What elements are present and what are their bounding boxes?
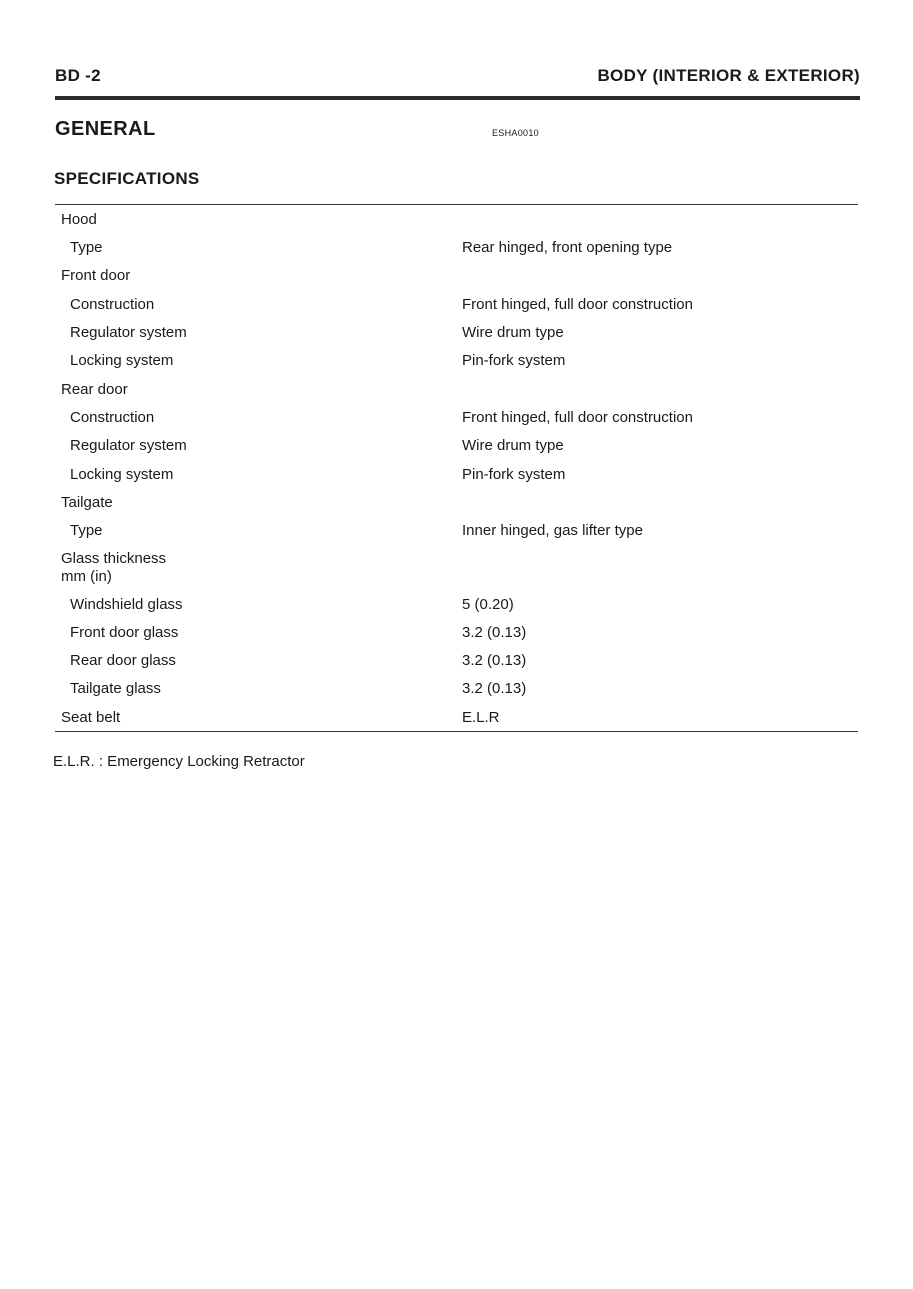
header-rule [55, 96, 860, 100]
spec-value: Rear hinged, front opening type [462, 239, 673, 256]
spec-label: Front door [61, 267, 131, 284]
spec-label: Type [70, 239, 103, 256]
spec-value: 3.2 (0.13) [462, 680, 527, 697]
spec-value: 3.2 (0.13) [462, 652, 527, 669]
spec-value: Wire drum type [462, 324, 564, 341]
spec-label: Windshield glass [70, 596, 183, 613]
spec-label: Regulator system [70, 437, 187, 454]
spec-label: Rear door glass [70, 652, 176, 669]
spec-value: Wire drum type [462, 437, 564, 454]
spec-value: Inner hinged, gas lifter type [462, 522, 643, 539]
spec-label: Rear door [61, 381, 128, 398]
spec-value: E.L.R [462, 709, 500, 726]
spec-label: Type [70, 522, 103, 539]
spec-value: Pin-fork system [462, 466, 566, 483]
spec-value: Front hinged, full door construction [462, 296, 693, 313]
spec-label: Tailgate glass [70, 680, 161, 697]
spec-label: Tailgate [61, 494, 113, 511]
spec-label: Seat belt [61, 709, 121, 726]
spec-value: 3.2 (0.13) [462, 624, 527, 641]
table-bottom-rule [55, 731, 858, 732]
section-title: BODY (INTERIOR & EXTERIOR) [597, 66, 860, 85]
spec-label: Construction [70, 409, 155, 426]
page-header [55, 66, 860, 88]
footnote: E.L.R. : Emergency Locking Retractor [53, 753, 305, 770]
spec-label: Hood [61, 211, 97, 228]
spec-value: 5 (0.20) [462, 596, 514, 613]
table-top-rule [55, 204, 858, 205]
spec-label: Regulator system [70, 324, 187, 341]
general-heading: GENERAL [55, 118, 156, 140]
document-code: ESHA0010 [492, 128, 539, 138]
spec-value: Pin-fork system [462, 352, 566, 369]
spec-label: Locking system [70, 466, 174, 483]
spec-label: Glass thickness mm (in) [61, 550, 167, 585]
spec-label: Locking system [70, 352, 174, 369]
specifications-heading: SPECIFICATIONS [54, 169, 200, 188]
page-number: BD -2 [55, 66, 101, 85]
spec-label: Construction [70, 296, 155, 313]
spec-value: Front hinged, full door construction [462, 409, 693, 426]
spec-label: Front door glass [70, 624, 179, 641]
